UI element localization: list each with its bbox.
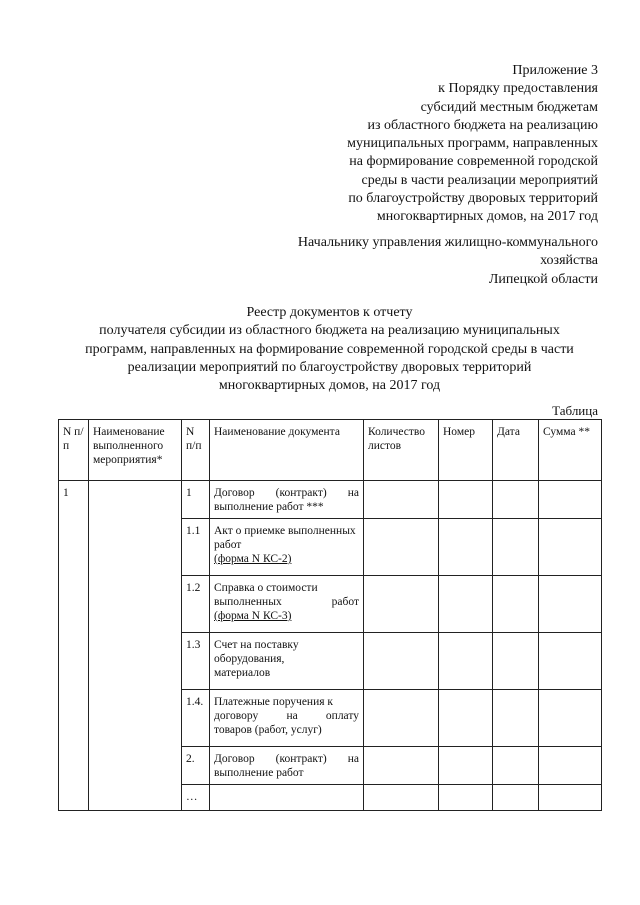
form-ks3-link[interactable]: (форма N КС-3) bbox=[214, 610, 292, 622]
sum-cell bbox=[539, 690, 602, 747]
doc-number-cell: 1.1 bbox=[182, 519, 210, 576]
appendix-line: на формирование современной городской bbox=[349, 154, 598, 170]
addressee-line: Начальнику управления жилищно-коммунального bbox=[297, 235, 598, 250]
sheet-count-cell bbox=[364, 747, 439, 785]
sheet-count-cell bbox=[364, 690, 439, 747]
appendix-header bbox=[347, 62, 598, 227]
number-cell bbox=[439, 519, 493, 576]
sheet-count-cell bbox=[364, 481, 439, 519]
header-doc-number: N п/п bbox=[182, 420, 210, 481]
doc-name-cell: Счет на поставку оборудования, материалов bbox=[210, 633, 364, 690]
title-line: многоквартирных домов, на 2017 год bbox=[218, 378, 441, 394]
addressee-line: Липецкой области bbox=[488, 271, 598, 287]
number-cell bbox=[439, 576, 493, 633]
header-date: Дата bbox=[493, 420, 539, 481]
sum-cell bbox=[539, 633, 602, 690]
title-line: Реестр документов к отчету bbox=[246, 305, 413, 320]
addressee-block bbox=[298, 234, 598, 289]
number-cell bbox=[439, 690, 493, 747]
sheet-count-cell bbox=[364, 576, 439, 633]
date-cell bbox=[493, 785, 539, 811]
addressee-line: хозяйства bbox=[540, 253, 598, 269]
title-line: программ, направленных на формирование современной городской среды в части bbox=[85, 341, 574, 357]
event-name-cell bbox=[89, 481, 182, 811]
date-cell bbox=[493, 747, 539, 785]
doc-name-cell: Договор (контракт) на выполнение работ bbox=[210, 747, 364, 785]
doc-name-cell: Справка о стоимости выполненных работ (форма N КС-3) bbox=[210, 576, 364, 633]
appendix-line: Приложение 3 bbox=[512, 63, 598, 78]
date-cell bbox=[493, 519, 539, 576]
sum-cell bbox=[539, 481, 602, 519]
sum-cell bbox=[539, 785, 602, 811]
date-cell bbox=[493, 481, 539, 519]
date-cell bbox=[493, 633, 539, 690]
header-sum: Сумма ** bbox=[539, 420, 602, 481]
header-event-number: N п/п bbox=[59, 420, 89, 481]
header-doc-name: Наименование документа bbox=[210, 420, 364, 481]
header-number: Номер bbox=[439, 420, 493, 481]
doc-name-cell: Договор (контракт) на выполнение работ *** bbox=[210, 481, 364, 519]
appendix-line: муниципальных программ, направленных bbox=[347, 136, 598, 152]
sum-cell bbox=[539, 519, 602, 576]
sheet-count-cell bbox=[364, 785, 439, 811]
number-cell bbox=[439, 785, 493, 811]
sum-cell bbox=[539, 576, 602, 633]
table-header-row bbox=[59, 420, 602, 481]
number-cell bbox=[439, 633, 493, 690]
doc-number-cell: 1.2 bbox=[182, 576, 210, 633]
doc-number-cell: 1 bbox=[182, 481, 210, 519]
doc-number-cell: 1.4. bbox=[182, 690, 210, 747]
document-title bbox=[58, 304, 601, 395]
header-event-name: Наименование выполненного мероприятия* bbox=[89, 420, 182, 481]
appendix-line: среды в части реализации мероприятий bbox=[361, 172, 598, 188]
form-ks2-link[interactable]: (форма N КС-2) bbox=[214, 553, 292, 565]
appendix-line: многоквартирных домов, на 2017 год bbox=[376, 209, 598, 225]
sheet-count-cell bbox=[364, 633, 439, 690]
registry-table bbox=[58, 419, 602, 811]
table-row bbox=[59, 481, 602, 519]
appendix-line: из областного бюджета на реализацию bbox=[367, 117, 598, 133]
doc-number-cell: … bbox=[182, 785, 210, 811]
doc-name-cell: Акт о приемке выполненных работ (форма N КС-2) bbox=[210, 519, 364, 576]
number-cell bbox=[439, 481, 493, 519]
sum-cell bbox=[539, 747, 602, 785]
title-line: реализации мероприятий по благоустройству дворовых территорий bbox=[127, 359, 532, 375]
appendix-line: субсидий местным бюджетам bbox=[420, 99, 598, 115]
doc-number-cell: 2. bbox=[182, 747, 210, 785]
header-sheet-count: Количество листов bbox=[364, 420, 439, 481]
number-cell bbox=[439, 747, 493, 785]
doc-name-cell: Платежные поручения к договору на оплату товаров (работ, услуг) bbox=[210, 690, 364, 747]
table-caption: Таблица bbox=[552, 403, 598, 418]
appendix-line: к Порядку предоставления bbox=[438, 81, 598, 97]
title-line: получателя субсидии из областного бюджета на реализацию муниципальных bbox=[99, 323, 560, 339]
event-number-cell: 1 bbox=[59, 481, 89, 811]
date-cell bbox=[493, 690, 539, 747]
sheet-count-cell bbox=[364, 519, 439, 576]
doc-name-cell bbox=[210, 785, 364, 811]
doc-number-cell: 1.3 bbox=[182, 633, 210, 690]
date-cell bbox=[493, 576, 539, 633]
appendix-line: по благоустройству дворовых территорий bbox=[348, 191, 598, 207]
